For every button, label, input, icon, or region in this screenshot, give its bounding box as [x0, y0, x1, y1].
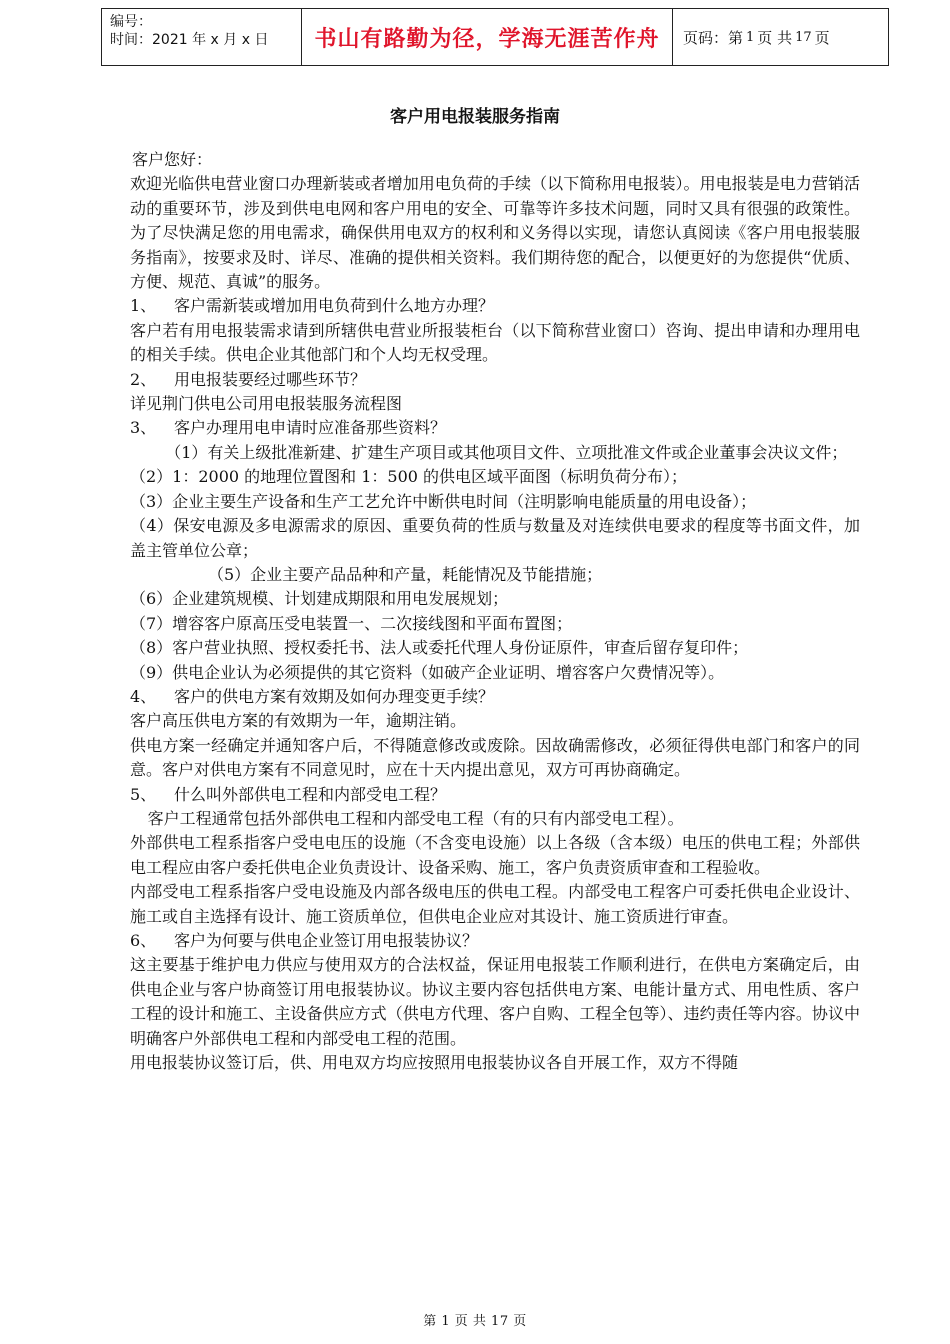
list-item: （8）客户营业执照、授权委托书、法人或委托代理人身份证原件，审查后留存复印件；	[130, 638, 749, 658]
page-prefix: 页码：第	[683, 28, 744, 47]
answer-paragraph: 这主要基于维护电力供应与使用双方的合法权益，保证用电报装工作顺利进行，在供电方案确定后，由供电企业与客户协商签订用电报装协议。协议主要内容包括供电方案、电能计量方式、用电性质、客户工程的设计和施工、主设备供应方式（供电方代理、客户自购、工程全包等）、违约责任等内容。协议中明确客户外部供电工程和内部受电工程的范围。	[130, 955, 860, 1048]
list-item: （2）1：2000 的地理位置图和 1：500 的供电区域平面图（标明负荷分布）；	[130, 467, 688, 487]
question-number: 1、	[130, 296, 157, 316]
intro-paragraph: 欢迎光临供电营业窗口办理新装或者增加用电负荷的手续（以下简称用电报装）。用电报装是电力营销活动的重要环节，涉及到供电电网和客户用电的安全、可靠等许多技术问题，同时又具有很强的政策性。为了尽快满足您的用电需求，确保供用电双方的权利和义务得以实现，请您认真阅读《客户用电报装服务指南》，按要求及时、详尽、准确的提供相关资料。我们期待您的配合，以便更好的为您提供“优质、方便、规范、真诚”的服务。	[130, 174, 860, 292]
answer-paragraph: 客户若有用电报装需求请到所辖供电营业所报装柜台（以下简称营业窗口）咨询、提出申请和办理用电的相关手续。供电企业其他部门和个人均无权受理。	[130, 320, 860, 365]
question-text: 用电报装要经过哪些环节？	[174, 369, 367, 389]
question-text: 客户为何要与供电企业签订用电报装协议？	[174, 931, 479, 950]
header-page-number	[673, 9, 888, 65]
question-1	[130, 294, 860, 318]
list-item: （6）企业建筑规模、计划建成期限和用电发展规划；	[130, 589, 509, 609]
question-number: 2、	[130, 369, 157, 389]
page-footer: 第 1 页 共 17 页	[423, 1314, 527, 1329]
header-motto: 书山有路勤为径，学海无涯苦作舟	[302, 9, 673, 65]
doc-time-label: 时间：2021 年 x 月 x 日	[110, 32, 269, 48]
document-body	[130, 148, 860, 1075]
answer-paragraph: 外部供电工程系指客户受电电压的设施（不含变电设施）以上各级（含本级）电压的供电工程；外部供电工程应由客户委托供电企业负责设计、设备采购、施工，客户负责资质审查和工程验收。	[130, 833, 860, 877]
page-total: 17	[795, 29, 812, 45]
question-2	[130, 368, 860, 392]
answer-paragraph: 供电方案一经确定并通知客户后，不得随意修改或废除。因故确需修改，必须征得供电部门和客户的同意。客户对供电方案有不同意见时，应在十天内提出意见，双方可再协商确定。	[130, 735, 860, 780]
answer-paragraph: 客户工程通常包括外部供电工程和内部受电工程（有的只有内部受电工程）。	[147, 808, 684, 828]
question-number: 4、	[130, 686, 157, 706]
question-number: 3、	[130, 418, 157, 438]
page-suffix: 页	[814, 28, 830, 47]
greeting: 客户您好：	[132, 150, 213, 169]
doc-code-label: 编号：	[110, 14, 152, 30]
question-text: 客户办理用电申请时应准备那些资料？	[174, 418, 447, 438]
list-item: （7）增容客户原高压受电装置一、二次接线图和平面布置图；	[130, 613, 573, 633]
question-5	[130, 783, 860, 807]
question-6	[130, 929, 860, 953]
page-mid: 页 共	[757, 28, 793, 47]
question-number: 6、	[130, 931, 157, 950]
list-item: （4）保安电源及多电源需求的原因、重要负荷的性质与数量及对连续供电要求的程度等书面文件，加盖主管单位公章；	[130, 516, 860, 560]
list-item: （1）有关上级批准新建、扩建生产项目或其他项目文件、立项批准文件或企业董事会决议文件；	[165, 442, 848, 462]
page-header	[101, 8, 889, 66]
page-current: 1	[746, 29, 755, 45]
list-item: （5）企业主要产品品种和产量，耗能情况及节能措施；	[208, 564, 603, 584]
question-4	[130, 685, 860, 709]
document-title: 客户用电报装服务指南	[390, 107, 560, 127]
question-text: 客户的供电方案有效期及如何办理变更手续？	[174, 686, 495, 706]
answer-paragraph: 详见荆门供电公司用电报装服务流程图	[130, 394, 403, 414]
question-number: 5、	[130, 784, 157, 804]
question-text: 客户需新装或增加用电负荷到什么地方办理？	[174, 296, 495, 316]
answer-paragraph: 用电报装协议签订后，供、用电双方均应按照用电报装协议各自开展工作，双方不得随	[130, 1053, 739, 1073]
answer-paragraph: 内部受电工程系指客户受电设施及内部各级电压的供电工程。内部受电工程客户可委托供电企业设计、施工或自主选择有设计、施工资质单位，但供电企业应对其设计、施工资质进行审查。	[130, 882, 860, 926]
header-meta-cell	[102, 9, 302, 65]
question-3	[130, 416, 860, 440]
list-item: （3）企业主要生产设备和生产工艺允许中断供电时间（注明影响电能质量的用电设备）；	[130, 491, 757, 511]
question-text: 什么叫外部供电工程和内部受电工程？	[174, 784, 447, 804]
list-item: （9）供电企业认为必须提供的其它资料（如破产企业证明、增容客户欠费情况等）。	[130, 662, 725, 682]
answer-paragraph: 客户高压供电方案的有效期为一年，逾期注销。	[130, 711, 467, 731]
